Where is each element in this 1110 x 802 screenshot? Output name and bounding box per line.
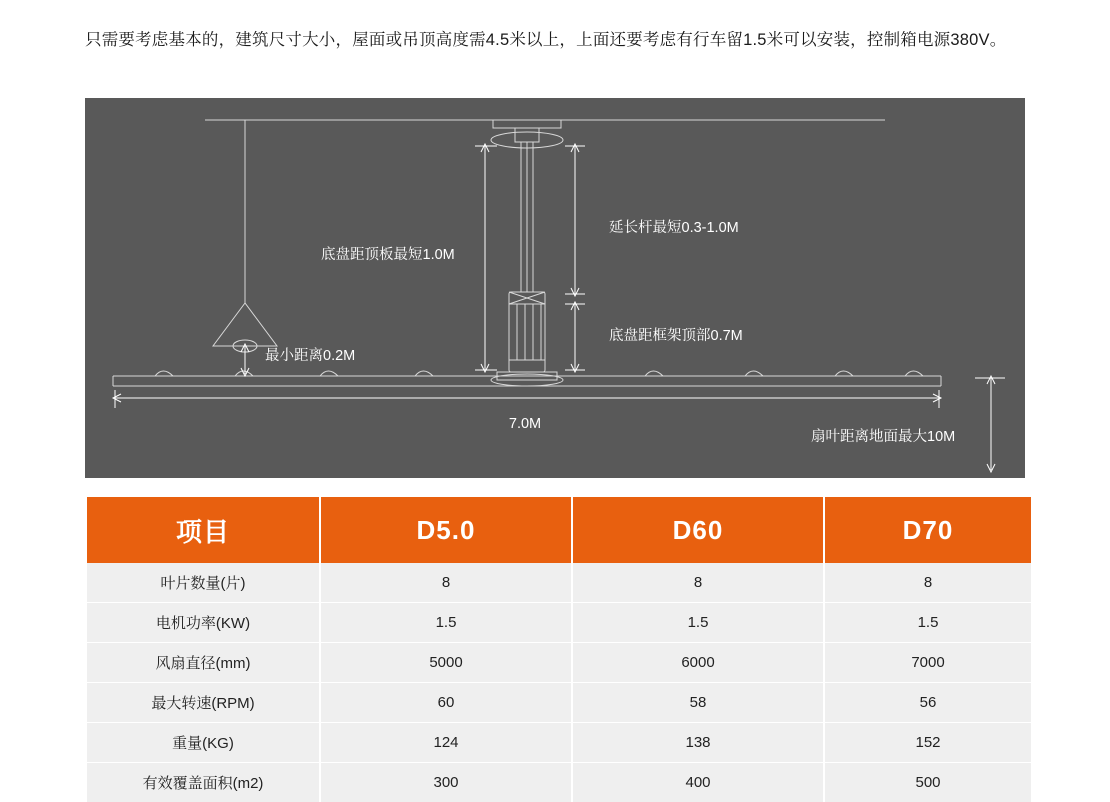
row-value: 8 bbox=[573, 563, 823, 603]
row-value: 1.5 bbox=[825, 603, 1031, 643]
label-base-to-ceiling: 底盘距顶板最短1.0M bbox=[321, 247, 455, 263]
row-value: 8 bbox=[321, 563, 571, 603]
row-label: 有效覆盖面积(m2) bbox=[87, 763, 319, 802]
label-base-to-frame-top: 底盘距框架顶部0.7M bbox=[609, 328, 743, 344]
table-header-d60: D60 bbox=[573, 497, 823, 563]
row-value: 58 bbox=[573, 683, 823, 723]
table-row bbox=[87, 723, 1031, 763]
table-header-row bbox=[87, 497, 1031, 563]
row-value: 1.5 bbox=[573, 603, 823, 643]
row-label: 叶片数量(片) bbox=[87, 563, 319, 603]
table-row bbox=[87, 603, 1031, 643]
row-value: 500 bbox=[825, 763, 1031, 802]
row-value: 1.5 bbox=[321, 603, 571, 643]
row-value: 60 bbox=[321, 683, 571, 723]
row-value: 400 bbox=[573, 763, 823, 802]
row-value: 152 bbox=[825, 723, 1031, 763]
table-row bbox=[87, 643, 1031, 683]
table-row bbox=[87, 683, 1031, 723]
intro-paragraph: 只需要考虑基本的，建筑尺寸大小，屋面或吊顶高度需4.5米以上，上面还要考虑有行车留1.5米可以安装，控制箱电源380V。 bbox=[85, 31, 1007, 49]
row-label: 风扇直径(mm) bbox=[87, 643, 319, 683]
row-value: 7000 bbox=[825, 643, 1031, 683]
row-value: 8 bbox=[825, 563, 1031, 603]
table-header-d70: D70 bbox=[825, 497, 1031, 563]
label-min-distance: 最小距离0.2M bbox=[265, 348, 356, 364]
row-value: 138 bbox=[573, 723, 823, 763]
row-label: 最大转速(RPM) bbox=[87, 683, 319, 723]
table-header-item: 项目 bbox=[87, 497, 319, 563]
table-row bbox=[87, 563, 1031, 603]
installation-diagram bbox=[85, 98, 1025, 478]
row-label: 电机功率(KW) bbox=[87, 603, 319, 643]
label-blade-to-floor: 扇叶距离地面最大10M bbox=[811, 429, 956, 445]
row-value: 5000 bbox=[321, 643, 571, 683]
spec-table bbox=[85, 497, 1033, 802]
row-value: 124 bbox=[321, 723, 571, 763]
row-label: 重量(KG) bbox=[87, 723, 319, 763]
row-value: 56 bbox=[825, 683, 1031, 723]
row-value: 300 bbox=[321, 763, 571, 802]
table-row bbox=[87, 763, 1031, 802]
label-span: 7.0M bbox=[508, 416, 542, 432]
diagram-svg bbox=[85, 98, 1025, 478]
row-value: 6000 bbox=[573, 643, 823, 683]
table-header-d50: D5.0 bbox=[321, 497, 571, 563]
label-extension-rod: 延长杆最短0.3-1.0M bbox=[609, 220, 739, 236]
